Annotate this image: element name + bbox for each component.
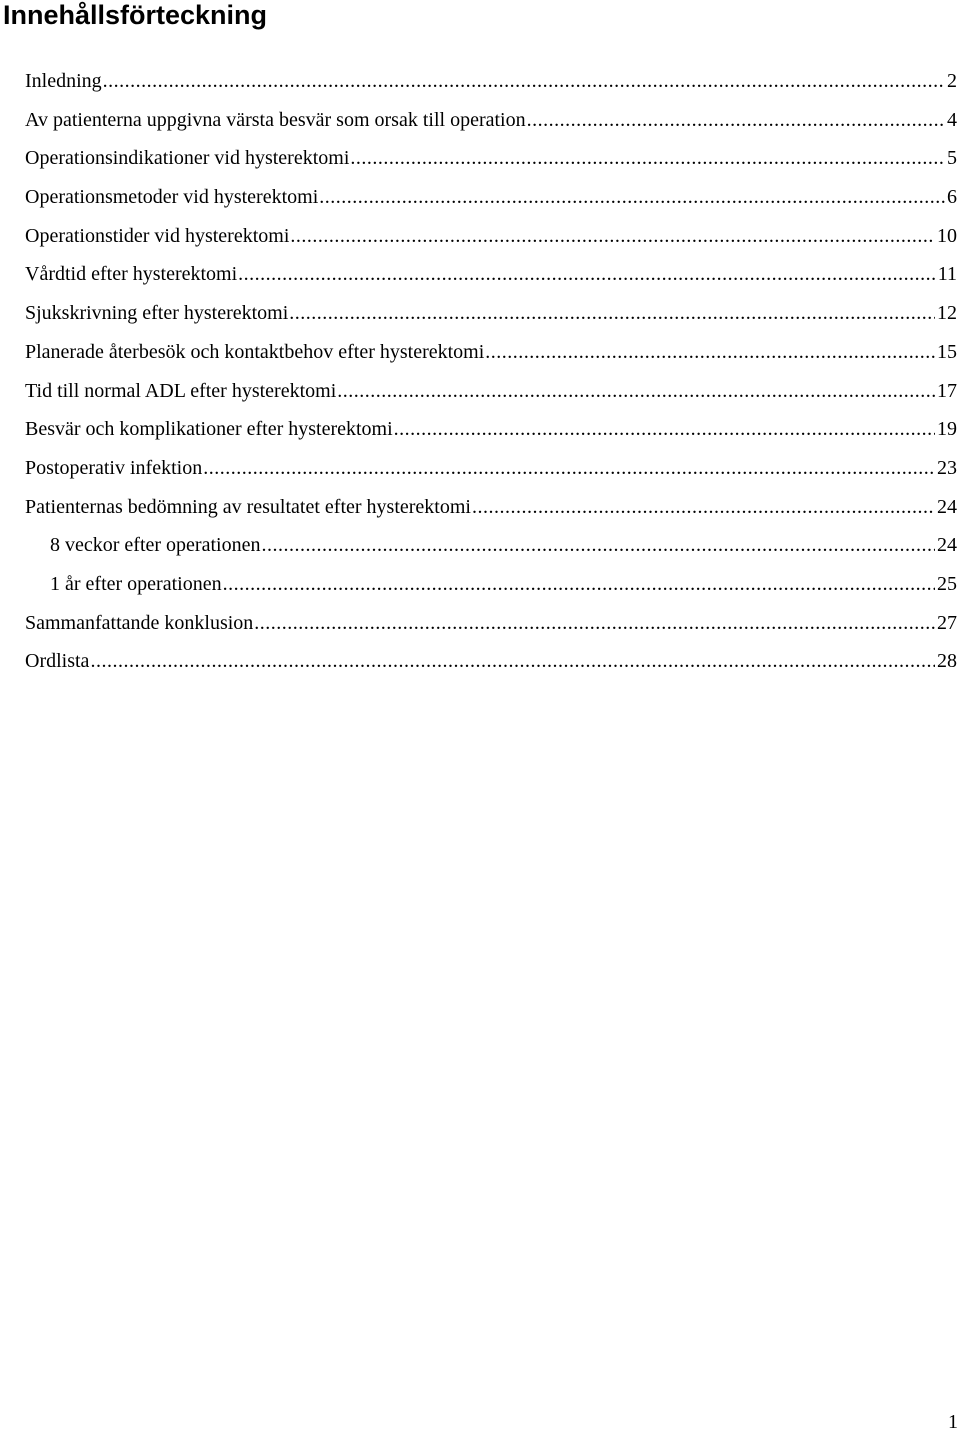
table-of-contents (25, 62, 957, 681)
toc-entry-label: 8 veckor efter operationen (50, 534, 261, 557)
toc-entry[interactable] (25, 333, 957, 372)
toc-entry-page: 4 (947, 108, 957, 131)
toc-dot-leader (223, 565, 935, 604)
toc-entry-page: 17 (937, 379, 957, 402)
toc-dot-leader (337, 372, 935, 411)
toc-dot-leader (90, 642, 935, 681)
toc-entry-label: Besvär och komplikationer efter hysterektomi (25, 418, 393, 441)
toc-entry-page: 15 (937, 340, 957, 363)
page-number: 1 (948, 1411, 958, 1433)
toc-entry-page: 11 (937, 263, 957, 286)
toc-entry-label: Operationsindikationer vid hysterektomi (25, 147, 350, 170)
toc-dot-leader (485, 333, 935, 372)
toc-entry-page: 24 (937, 534, 957, 557)
toc-entry[interactable] (25, 139, 957, 178)
toc-entry-page: 12 (937, 302, 957, 325)
toc-entry-page: 28 (937, 650, 957, 673)
toc-entry-page: 25 (937, 572, 957, 595)
toc-entry[interactable] (25, 217, 957, 256)
toc-entry-label: Operationsmetoder vid hysterektomi (25, 186, 319, 209)
toc-dot-leader (254, 604, 935, 643)
toc-entry[interactable] (25, 604, 957, 643)
toc-entry[interactable] (25, 62, 957, 101)
toc-entry-page: 10 (937, 224, 957, 247)
toc-entry[interactable] (25, 255, 957, 294)
toc-entry-label: Inledning (25, 70, 102, 92)
toc-entry-label: Sammanfattande konklusion (25, 611, 254, 634)
toc-entry-label: 1 år efter operationen (50, 572, 222, 595)
toc-entry-label: Planerade återbesök och kontaktbehov efter hysterektomi (25, 340, 485, 363)
toc-entry-label: Sjukskrivning efter hysterektomi (25, 302, 289, 325)
toc-dot-leader (527, 101, 945, 140)
toc-entry[interactable] (25, 294, 957, 333)
toc-entry-page: 2 (947, 70, 957, 92)
toc-entry-label: Tid till normal ADL efter hysterektomi (25, 379, 337, 402)
toc-entry-page: 24 (937, 495, 957, 518)
toc-entry-page: 23 (937, 456, 957, 479)
toc-entry[interactable] (25, 449, 957, 488)
toc-entry-label: Postoperativ infektion (25, 456, 203, 479)
toc-dot-leader (472, 488, 935, 527)
toc-dot-leader (319, 178, 945, 217)
toc-entry-label: Ordlista (25, 650, 90, 673)
toc-entry[interactable] (25, 372, 957, 411)
toc-entry-label: Av patienterna uppgivna värsta besvär som orsak till operation (25, 108, 526, 131)
toc-entry-label: Patienternas bedömning av resultatet efter hysterektomi (25, 495, 471, 518)
toc-entry[interactable] (25, 488, 957, 527)
toc-entry-label: Vårdtid efter hysterektomi (25, 263, 238, 286)
toc-dot-leader (289, 294, 935, 333)
toc-dot-leader (203, 449, 935, 488)
toc-dot-leader (103, 62, 945, 101)
page-title: Innehållsförteckning (3, 0, 268, 30)
toc-entry[interactable] (25, 642, 957, 681)
toc-entry[interactable] (25, 178, 957, 217)
toc-subentry[interactable] (25, 565, 957, 604)
toc-entry[interactable] (25, 101, 957, 140)
toc-dot-leader (350, 139, 945, 178)
toc-entry-page: 5 (947, 147, 957, 170)
toc-entry-label: Operationstider vid hysterektomi (25, 224, 290, 247)
toc-dot-leader (261, 526, 935, 565)
toc-dot-leader (290, 217, 935, 256)
toc-entry-page: 19 (937, 418, 957, 441)
toc-entry-page: 27 (937, 611, 957, 634)
toc-entry[interactable] (25, 410, 957, 449)
toc-dot-leader (238, 255, 936, 294)
toc-entry-page: 6 (947, 186, 957, 209)
toc-subentry[interactable] (25, 526, 957, 565)
toc-dot-leader (394, 410, 935, 449)
